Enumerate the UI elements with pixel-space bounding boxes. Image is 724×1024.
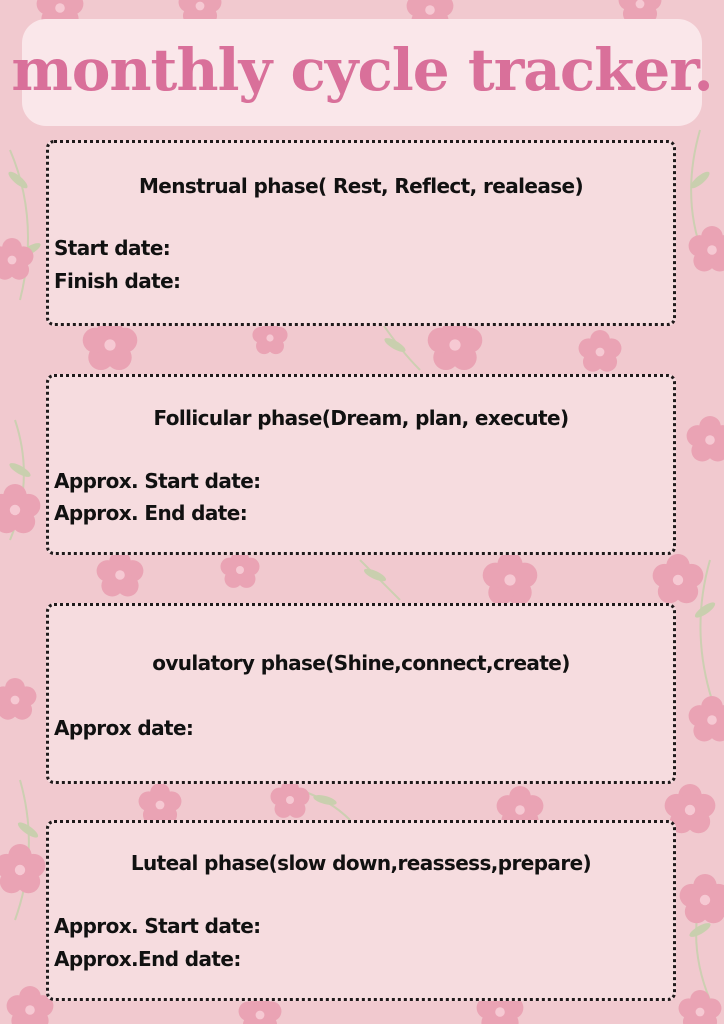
follicular-phase-heading: Follicular phase(Dream, plan, execute): [153, 406, 569, 430]
menstrual-phase-card: [46, 140, 676, 326]
start-date-field[interactable]: Start date:: [54, 236, 171, 260]
title-banner: [11, 19, 713, 126]
luteal-approx-end-date-field[interactable]: Approx.End date:: [54, 947, 241, 971]
follicular-phase-card: [46, 374, 676, 555]
menstrual-phase-heading: Menstrual phase( Rest, Reflect, realease): [138, 174, 584, 198]
page-title: monthly cycle tracker.: [11, 35, 713, 104]
luteal-phase-card: [46, 820, 676, 1001]
approx-date-field[interactable]: Approx date:: [54, 716, 194, 740]
ovulatory-phase-card: [46, 603, 676, 784]
finish-date-field[interactable]: Finish date:: [54, 269, 181, 293]
luteal-phase-heading: Luteal phase(slow down,reassess,prepare): [130, 851, 592, 875]
ovulatory-phase-heading: ovulatory phase(Shine,connect,create): [152, 651, 570, 675]
approx-end-date-field[interactable]: Approx. End date:: [54, 501, 248, 525]
luteal-approx-start-date-field[interactable]: Approx. Start date:: [54, 914, 261, 938]
approx-start-date-field[interactable]: Approx. Start date:: [54, 469, 261, 493]
